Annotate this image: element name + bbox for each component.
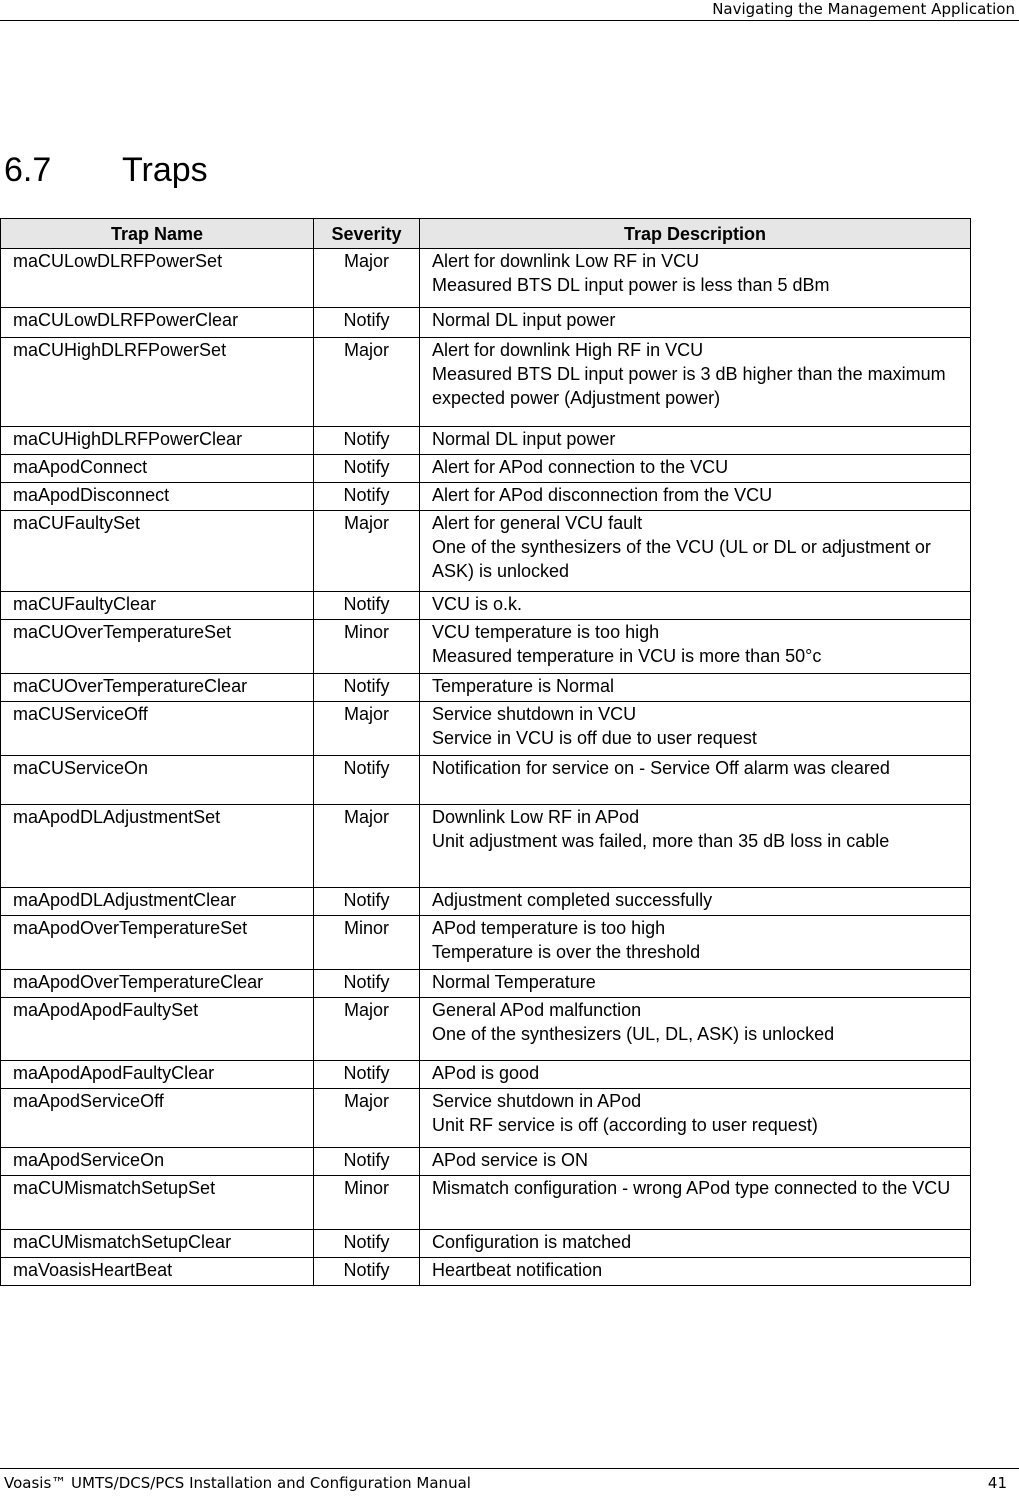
table-header-row	[1, 219, 971, 249]
severity-cell: Major	[314, 1089, 420, 1148]
table-row	[1, 249, 971, 308]
section-number: 6.7	[4, 151, 52, 189]
table-row	[1, 674, 971, 702]
table-row	[1, 805, 971, 888]
trap-description-cell	[420, 1061, 971, 1089]
table-row	[1, 916, 971, 970]
description-line: Normal DL input power	[432, 310, 616, 330]
description-line: One of the synthesizers (UL, DL, ASK) is unlocked	[432, 1024, 835, 1044]
description-line: Alert for downlink High RF in VCU	[432, 340, 704, 360]
trap-name-cell: maCUOverTemperatureSet	[1, 620, 314, 674]
trap-description-cell	[420, 702, 971, 756]
severity-cell: Major	[314, 338, 420, 427]
trap-description-cell	[420, 455, 971, 483]
trap-description-cell	[420, 511, 971, 592]
footer-rule	[0, 1468, 1019, 1469]
severity-cell: Notify	[314, 970, 420, 998]
trap-name-cell: maCUOverTemperatureClear	[1, 674, 314, 702]
section-title: Traps	[122, 151, 208, 189]
section-heading	[4, 150, 208, 190]
running-header: Navigating the Management Application	[712, 0, 1015, 18]
severity-cell: Notify	[314, 1061, 420, 1089]
severity-cell: Notify	[314, 1258, 420, 1286]
description-line: Alert for APod disconnection from the VCU	[432, 485, 773, 505]
trap-name-cell: maApodDLAdjustmentClear	[1, 888, 314, 916]
table-row	[1, 483, 971, 511]
severity-cell: Minor	[314, 1176, 420, 1230]
table-row	[1, 1230, 971, 1258]
trap-name-cell: maCUMismatchSetupSet	[1, 1176, 314, 1230]
severity-cell: Major	[314, 998, 420, 1061]
description-line: Measured temperature in VCU is more than 50°c	[432, 646, 822, 666]
trap-name-cell: maApodApodFaultySet	[1, 998, 314, 1061]
trap-description-cell	[420, 970, 971, 998]
trap-description-cell	[420, 1258, 971, 1286]
table-row	[1, 427, 971, 455]
table-row	[1, 1148, 971, 1176]
trap-name-cell: maCULowDLRFPowerClear	[1, 308, 314, 338]
trap-name-cell: maCUFaultySet	[1, 511, 314, 592]
severity-cell: Notify	[314, 483, 420, 511]
table-row	[1, 1061, 971, 1089]
severity-cell: Notify	[314, 1230, 420, 1258]
severity-cell: Notify	[314, 674, 420, 702]
header-severity: Severity	[314, 219, 420, 249]
description-line: APod service is ON	[432, 1150, 589, 1170]
table-row	[1, 455, 971, 483]
trap-name-cell: maApodOverTemperatureSet	[1, 916, 314, 970]
table-row	[1, 592, 971, 620]
trap-description-cell	[420, 756, 971, 805]
table-row	[1, 998, 971, 1061]
severity-cell: Notify	[314, 308, 420, 338]
description-line: Normal Temperature	[432, 972, 596, 992]
trap-description-cell	[420, 338, 971, 427]
trap-description-cell	[420, 308, 971, 338]
trap-name-cell: maVoasisHeartBeat	[1, 1258, 314, 1286]
description-line: General APod malfunction	[432, 1000, 642, 1020]
trap-description-cell	[420, 592, 971, 620]
severity-cell: Major	[314, 511, 420, 592]
trap-description-cell	[420, 916, 971, 970]
description-line: VCU is o.k.	[432, 594, 523, 614]
trap-description-cell	[420, 1089, 971, 1148]
description-line: Adjustment completed successfully	[432, 890, 713, 910]
table-row	[1, 756, 971, 805]
description-line: VCU temperature is too high	[432, 622, 660, 642]
severity-cell: Major	[314, 249, 420, 308]
trap-description-cell	[420, 249, 971, 308]
description-line: APod temperature is too high	[432, 918, 666, 938]
description-line: Service in VCU is off due to user request	[432, 728, 757, 748]
page-number: 41	[987, 1474, 1007, 1492]
severity-cell: Notify	[314, 427, 420, 455]
description-line: Service shutdown in VCU	[432, 704, 637, 724]
header-trap-name: Trap Name	[1, 219, 314, 249]
table-row	[1, 702, 971, 756]
trap-description-cell	[420, 888, 971, 916]
trap-description-cell	[420, 998, 971, 1061]
trap-description-cell	[420, 1148, 971, 1176]
description-line: Notification for service on - Service Off alarm was cleared	[432, 758, 890, 778]
trap-description-cell	[420, 427, 971, 455]
table-row	[1, 1176, 971, 1230]
trap-description-cell	[420, 483, 971, 511]
description-line: One of the synthesizers of the VCU (UL or DL or adjustment or ASK) is unlocked	[432, 537, 931, 581]
description-line: Configuration is matched	[432, 1232, 632, 1252]
description-line: Mismatch configuration - wrong APod type connected to the VCU	[432, 1178, 951, 1198]
header-rule	[0, 20, 1019, 21]
table-row	[1, 620, 971, 674]
trap-name-cell: maApodOverTemperatureClear	[1, 970, 314, 998]
table-row	[1, 308, 971, 338]
trap-description-cell	[420, 674, 971, 702]
trap-name-cell: maCUHighDLRFPowerClear	[1, 427, 314, 455]
trap-description-cell	[420, 1230, 971, 1258]
trap-name-cell: maApodConnect	[1, 455, 314, 483]
description-line: Alert for APod connection to the VCU	[432, 457, 729, 477]
description-line: Heartbeat notification	[432, 1260, 603, 1280]
traps-table	[0, 218, 971, 1286]
severity-cell: Notify	[314, 455, 420, 483]
description-line: APod is good	[432, 1063, 540, 1083]
severity-cell: Major	[314, 805, 420, 888]
description-line: Measured BTS DL input power is 3 dB higher than the maximum expected power (Adjustment power)	[432, 364, 946, 408]
description-line: Alert for general VCU fault	[432, 513, 643, 533]
trap-name-cell: maApodServiceOn	[1, 1148, 314, 1176]
trap-name-cell: maCUServiceOn	[1, 756, 314, 805]
header-trap-description: Trap Description	[420, 219, 971, 249]
description-line: Unit adjustment was failed, more than 35 dB loss in cable	[432, 831, 890, 851]
trap-description-cell	[420, 620, 971, 674]
trap-name-cell: maCUMismatchSetupClear	[1, 1230, 314, 1258]
severity-cell: Minor	[314, 620, 420, 674]
description-line: Unit RF service is off (according to user request)	[432, 1115, 818, 1135]
trap-name-cell: maCUHighDLRFPowerSet	[1, 338, 314, 427]
table-row	[1, 888, 971, 916]
trap-name-cell: maCULowDLRFPowerSet	[1, 249, 314, 308]
description-line: Alert for downlink Low RF in VCU	[432, 251, 700, 271]
table-row	[1, 511, 971, 592]
severity-cell: Minor	[314, 916, 420, 970]
severity-cell: Notify	[314, 592, 420, 620]
severity-cell: Notify	[314, 756, 420, 805]
severity-cell: Major	[314, 702, 420, 756]
severity-cell: Notify	[314, 888, 420, 916]
description-line: Measured BTS DL input power is less than 5 dBm	[432, 275, 830, 295]
trap-name-cell: maCUServiceOff	[1, 702, 314, 756]
description-line: Temperature is Normal	[432, 676, 615, 696]
description-line: Service shutdown in APod	[432, 1091, 642, 1111]
table-row	[1, 970, 971, 998]
trap-name-cell: maApodDLAdjustmentSet	[1, 805, 314, 888]
trap-name-cell: maCUFaultyClear	[1, 592, 314, 620]
severity-cell: Notify	[314, 1148, 420, 1176]
trap-description-cell	[420, 805, 971, 888]
description-line: Downlink Low RF in APod	[432, 807, 640, 827]
description-line: Normal DL input power	[432, 429, 616, 449]
trap-name-cell: maApodApodFaultyClear	[1, 1061, 314, 1089]
trap-name-cell: maApodServiceOff	[1, 1089, 314, 1148]
table-row	[1, 1089, 971, 1148]
table-row	[1, 338, 971, 427]
footer-manual-title: Voasis™ UMTS/DCS/PCS Installation and Configuration Manual	[4, 1474, 471, 1492]
description-line: Temperature is over the threshold	[432, 942, 701, 962]
trap-name-cell: maApodDisconnect	[1, 483, 314, 511]
table-row	[1, 1258, 971, 1286]
trap-description-cell	[420, 1176, 971, 1230]
